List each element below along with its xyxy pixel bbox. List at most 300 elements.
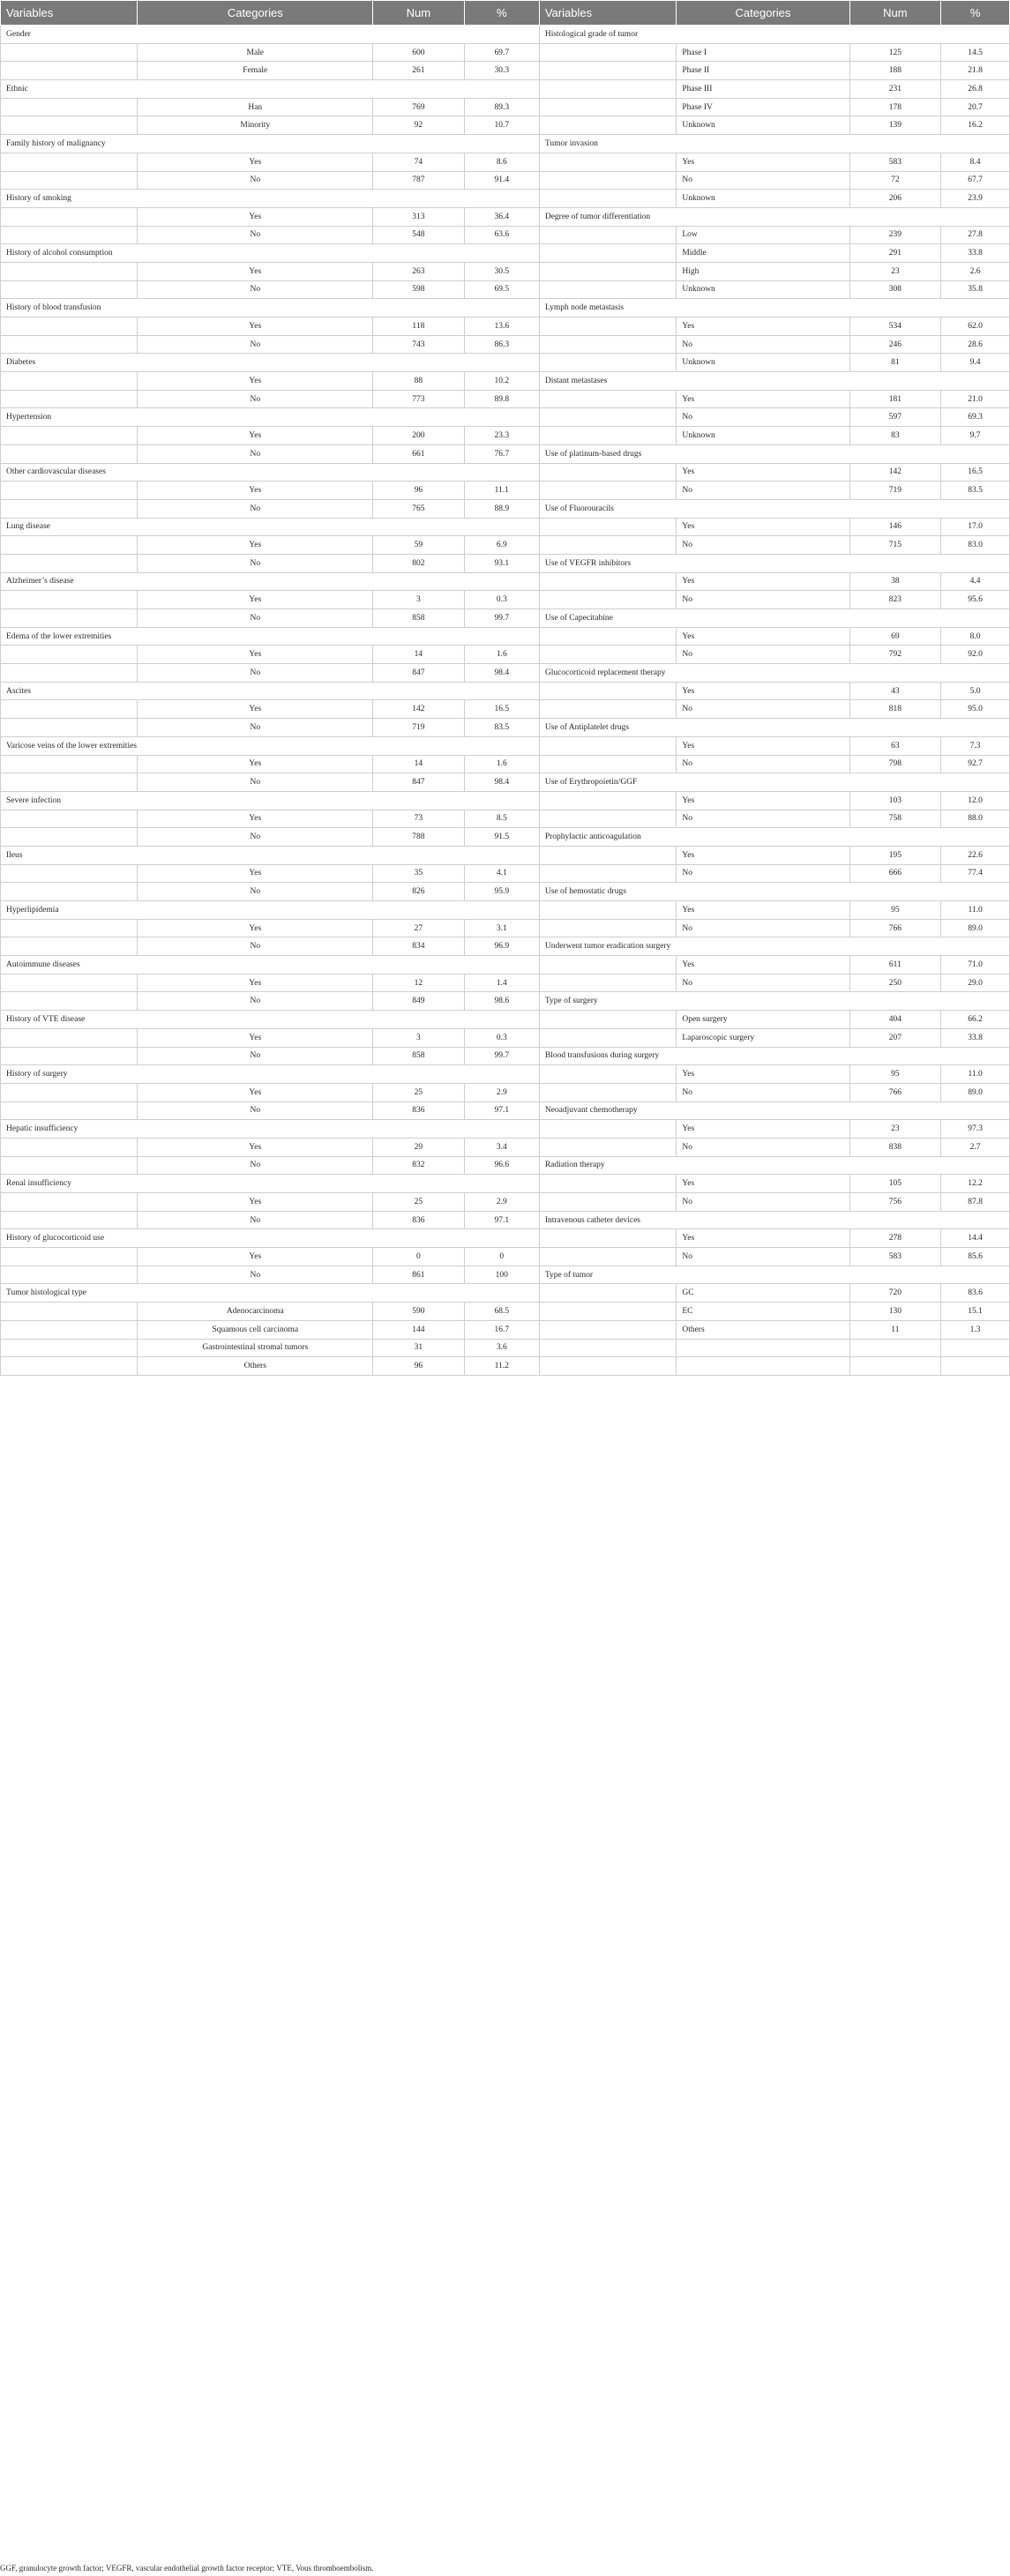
- pct-cell: 91.5: [464, 828, 539, 847]
- blank-cell: [539, 153, 676, 171]
- blank-cell: [1, 226, 138, 244]
- num-cell: 548: [373, 226, 465, 244]
- num-cell: 250: [849, 974, 941, 992]
- table-row: [1, 408, 1010, 427]
- pct-cell: 63.6: [464, 226, 539, 244]
- variable-label: Lymph node metastasis: [539, 299, 1009, 317]
- num-cell: 834: [373, 937, 465, 956]
- category-cell: Yes: [138, 864, 373, 883]
- num-cell: 861: [373, 1266, 465, 1284]
- blank-cell: [1, 390, 138, 408]
- pct-cell: 69.5: [464, 280, 539, 299]
- table-row: [1, 62, 1010, 80]
- blank-cell: [539, 1248, 676, 1266]
- blank-cell: [1, 335, 138, 354]
- blank-cell: [539, 864, 676, 883]
- empty-cell: [941, 1357, 1010, 1376]
- pct-cell: 99.7: [464, 609, 539, 628]
- category-cell: Yes: [138, 1028, 373, 1047]
- blank-cell: [539, 427, 676, 445]
- pct-cell: 92.0: [941, 646, 1010, 664]
- blank-cell: [539, 536, 676, 555]
- blank-cell: [1, 591, 138, 609]
- blank-cell: [539, 810, 676, 828]
- category-cell: No: [677, 1138, 849, 1156]
- table-footnote: GGF, granulocyte growth factor; VEGFR, vascular endothelial growth factor receptor; VTE, Vous thromboembolism.: [0, 2564, 374, 2572]
- num-cell: 773: [373, 390, 465, 408]
- num-cell: 96: [373, 1357, 465, 1376]
- num-cell: 200: [373, 427, 465, 445]
- blank-cell: [1, 98, 138, 116]
- table-row: [1, 244, 1010, 263]
- table-row: [1, 171, 1010, 190]
- category-cell: No: [138, 171, 373, 190]
- category-cell: No: [138, 664, 373, 683]
- blank-cell: [1, 1047, 138, 1065]
- empty-cell: [849, 1339, 941, 1357]
- blank-cell: [539, 956, 676, 974]
- category-cell: Unknown: [677, 427, 849, 445]
- variable-label: Histological grade of tumor: [539, 26, 1009, 44]
- num-cell: 823: [849, 591, 941, 609]
- table-row: [1, 135, 1010, 153]
- blank-cell: [539, 408, 676, 427]
- category-cell: Yes: [677, 463, 849, 482]
- num-cell: 838: [849, 1138, 941, 1156]
- num-cell: 590: [373, 1303, 465, 1321]
- blank-cell: [1, 974, 138, 992]
- table-row: [1, 700, 1010, 719]
- num-cell: 23: [849, 262, 941, 280]
- table-row: [1, 463, 1010, 482]
- table-row: [1, 372, 1010, 391]
- num-cell: 195: [849, 846, 941, 864]
- pct-cell: 95.6: [941, 591, 1010, 609]
- category-cell: Yes: [677, 956, 849, 974]
- num-cell: 836: [373, 1101, 465, 1120]
- table-row: [1, 80, 1010, 99]
- num-cell: 598: [373, 280, 465, 299]
- table-row: [1, 280, 1010, 299]
- table-row: [1, 207, 1010, 226]
- num-cell: 600: [373, 43, 465, 62]
- category-cell: No: [677, 646, 849, 664]
- pct-cell: 6.9: [464, 536, 539, 555]
- num-cell: 666: [849, 864, 941, 883]
- num-cell: 118: [373, 317, 465, 336]
- category-cell: Yes: [138, 591, 373, 609]
- num-cell: 92: [373, 116, 465, 135]
- num-cell: 14: [373, 646, 465, 664]
- category-cell: No: [677, 408, 849, 427]
- pct-cell: 2.9: [464, 1083, 539, 1101]
- variable-label: History of smoking: [1, 190, 540, 208]
- blank-cell: [539, 700, 676, 719]
- pct-cell: 89.8: [464, 390, 539, 408]
- variable-label: Hyperlipidemia: [1, 901, 540, 920]
- table-row: [1, 98, 1010, 116]
- table-row: [1, 664, 1010, 683]
- num-cell: 23: [849, 1120, 941, 1139]
- blank-cell: [1, 427, 138, 445]
- category-cell: Yes: [677, 1065, 849, 1084]
- table-row: [1, 116, 1010, 135]
- category-cell: Others: [677, 1320, 849, 1339]
- category-cell: No: [677, 536, 849, 555]
- num-cell: 207: [849, 1028, 941, 1047]
- table-row: [1, 992, 1010, 1011]
- pct-cell: 89.3: [464, 98, 539, 116]
- blank-cell: [1, 1156, 138, 1175]
- table-row: [1, 1303, 1010, 1321]
- pct-cell: 21.0: [941, 390, 1010, 408]
- pct-cell: 28.6: [941, 335, 1010, 354]
- category-cell: Unknown: [677, 190, 849, 208]
- pct-cell: 62.0: [941, 317, 1010, 336]
- table-row: [1, 883, 1010, 901]
- blank-cell: [1, 664, 138, 683]
- blank-cell: [539, 354, 676, 372]
- pct-cell: 95.0: [941, 700, 1010, 719]
- blank-cell: [539, 116, 676, 135]
- pct-cell: 8.5: [464, 810, 539, 828]
- num-cell: 142: [373, 700, 465, 719]
- table-row: [1, 536, 1010, 555]
- blank-cell: [539, 974, 676, 992]
- category-cell: Yes: [677, 390, 849, 408]
- empty-cell: [941, 1339, 1010, 1357]
- blank-cell: [539, 901, 676, 920]
- blank-cell: [1, 1303, 138, 1321]
- category-cell: No: [677, 1193, 849, 1212]
- pct-cell: 1.6: [464, 646, 539, 664]
- pct-cell: 11.2: [464, 1357, 539, 1376]
- blank-cell: [539, 1120, 676, 1139]
- variable-label: Lung disease: [1, 518, 540, 536]
- pct-cell: 36.4: [464, 207, 539, 226]
- pct-cell: 97.1: [464, 1211, 539, 1229]
- blank-cell: [539, 1138, 676, 1156]
- pct-cell: 97.1: [464, 1101, 539, 1120]
- table-row: [1, 919, 1010, 937]
- table-row: [1, 682, 1010, 700]
- blank-cell: [539, 1028, 676, 1047]
- num-cell: 832: [373, 1156, 465, 1175]
- pct-cell: 0: [464, 1248, 539, 1266]
- category-cell: Adenocarcinoma: [138, 1303, 373, 1321]
- num-cell: 661: [373, 444, 465, 463]
- header-variables-right: Variables: [539, 1, 676, 26]
- category-cell: Yes: [138, 974, 373, 992]
- table-row: [1, 1011, 1010, 1029]
- num-cell: 246: [849, 335, 941, 354]
- blank-cell: [539, 627, 676, 646]
- table-row: [1, 1357, 1010, 1376]
- pct-cell: 33.8: [941, 1028, 1010, 1047]
- num-cell: 239: [849, 226, 941, 244]
- num-cell: 125: [849, 43, 941, 62]
- blank-cell: [1, 883, 138, 901]
- pct-cell: 1.6: [464, 755, 539, 773]
- pct-cell: 20.7: [941, 98, 1010, 116]
- blank-cell: [539, 43, 676, 62]
- num-cell: 38: [849, 572, 941, 591]
- variable-label: Use of VEGFR inhibitors: [539, 554, 1009, 572]
- num-cell: 59: [373, 536, 465, 555]
- table-row: [1, 226, 1010, 244]
- table-row: [1, 499, 1010, 518]
- category-cell: Low: [677, 226, 849, 244]
- blank-cell: [539, 1083, 676, 1101]
- blank-cell: [1, 1083, 138, 1101]
- pct-cell: 88.0: [941, 810, 1010, 828]
- num-cell: 858: [373, 1047, 465, 1065]
- blank-cell: [1, 1138, 138, 1156]
- num-cell: 534: [849, 317, 941, 336]
- pct-cell: 29.0: [941, 974, 1010, 992]
- pct-cell: 10.2: [464, 372, 539, 391]
- variable-label: Use of Erythropoietin/GGF: [539, 773, 1009, 792]
- num-cell: 25: [373, 1083, 465, 1101]
- category-cell: Yes: [138, 372, 373, 391]
- table-row: [1, 719, 1010, 737]
- variable-label: Renal insufficiency: [1, 1175, 540, 1193]
- blank-cell: [1, 719, 138, 737]
- table-row: [1, 901, 1010, 920]
- num-cell: 788: [373, 828, 465, 847]
- variable-label: Type of tumor: [539, 1266, 1009, 1284]
- variable-label: Distant metastases: [539, 372, 1009, 391]
- blank-cell: [539, 317, 676, 336]
- category-cell: No: [138, 773, 373, 792]
- pct-cell: 8.6: [464, 153, 539, 171]
- blank-cell: [539, 390, 676, 408]
- pct-cell: 77.4: [941, 864, 1010, 883]
- variable-label: Gender: [1, 26, 540, 44]
- num-cell: 715: [849, 536, 941, 555]
- blank-cell: [539, 80, 676, 99]
- category-cell: High: [677, 262, 849, 280]
- num-cell: 583: [849, 1248, 941, 1266]
- num-cell: 719: [849, 482, 941, 500]
- pct-cell: 1.4: [464, 974, 539, 992]
- category-cell: No: [138, 335, 373, 354]
- variable-label: History of alcohol consumption: [1, 244, 540, 263]
- blank-cell: [1, 1248, 138, 1266]
- category-cell: Phase II: [677, 62, 849, 80]
- variable-label: Family history of malignancy: [1, 135, 540, 153]
- num-cell: 139: [849, 116, 941, 135]
- category-cell: Unknown: [677, 354, 849, 372]
- category-cell: Minority: [138, 116, 373, 135]
- pct-cell: 93.1: [464, 554, 539, 572]
- num-cell: 95: [849, 901, 941, 920]
- table-row: [1, 1120, 1010, 1139]
- num-cell: 404: [849, 1011, 941, 1029]
- header-num-right: Num: [849, 1, 941, 26]
- pct-cell: 95.9: [464, 883, 539, 901]
- num-cell: 74: [373, 153, 465, 171]
- table-row: [1, 482, 1010, 500]
- pct-cell: 9.4: [941, 354, 1010, 372]
- category-cell: Yes: [677, 736, 849, 755]
- pct-cell: 0.3: [464, 591, 539, 609]
- blank-cell: [1, 646, 138, 664]
- blank-cell: [539, 62, 676, 80]
- num-cell: 146: [849, 518, 941, 536]
- blank-cell: [1, 62, 138, 80]
- blank-cell: [539, 1229, 676, 1248]
- blank-cell: [1, 828, 138, 847]
- pct-cell: 12.0: [941, 791, 1010, 810]
- num-cell: 313: [373, 207, 465, 226]
- empty-cell: [539, 1339, 676, 1357]
- category-cell: No: [138, 1211, 373, 1229]
- variable-label: Tumor invasion: [539, 135, 1009, 153]
- pct-cell: 8.0: [941, 627, 1010, 646]
- table-row: [1, 354, 1010, 372]
- table-row: [1, 627, 1010, 646]
- pct-cell: 99.7: [464, 1047, 539, 1065]
- num-cell: 765: [373, 499, 465, 518]
- blank-cell: [539, 1193, 676, 1212]
- num-cell: 720: [849, 1284, 941, 1303]
- pct-cell: 30.3: [464, 62, 539, 80]
- table-row: [1, 1047, 1010, 1065]
- pct-cell: 83.5: [464, 719, 539, 737]
- category-cell: No: [138, 828, 373, 847]
- pct-cell: 2.7: [941, 1138, 1010, 1156]
- blank-cell: [539, 226, 676, 244]
- category-cell: Yes: [677, 1175, 849, 1193]
- blank-cell: [539, 244, 676, 263]
- num-cell: 96: [373, 482, 465, 500]
- variable-label: Severe infection: [1, 791, 540, 810]
- table-row: [1, 1028, 1010, 1047]
- category-cell: Yes: [677, 1120, 849, 1139]
- pct-cell: 3.6: [464, 1339, 539, 1357]
- category-cell: Gastrointestinal stromal tumors: [138, 1339, 373, 1357]
- pct-cell: 5.0: [941, 682, 1010, 700]
- num-cell: 792: [849, 646, 941, 664]
- num-cell: 72: [849, 171, 941, 190]
- blank-cell: [1, 482, 138, 500]
- num-cell: 308: [849, 280, 941, 299]
- variable-label: Degree of tumor differentiation: [539, 207, 1009, 226]
- pct-cell: 15.1: [941, 1303, 1010, 1321]
- category-cell: Yes: [677, 572, 849, 591]
- pct-cell: 10.7: [464, 116, 539, 135]
- pct-cell: 21.8: [941, 62, 1010, 80]
- blank-cell: [1, 317, 138, 336]
- variable-label: Ethnic: [1, 80, 540, 99]
- category-cell: Yes: [138, 536, 373, 555]
- category-cell: No: [138, 444, 373, 463]
- pct-cell: 69.7: [464, 43, 539, 62]
- header-categories-left: Categories: [138, 1, 373, 26]
- table-row: [1, 317, 1010, 336]
- variable-label: Varicose veins of the lower extremities: [1, 736, 540, 755]
- table-row: [1, 755, 1010, 773]
- num-cell: 12: [373, 974, 465, 992]
- num-cell: 278: [849, 1229, 941, 1248]
- num-cell: 766: [849, 919, 941, 937]
- num-cell: 758: [849, 810, 941, 828]
- category-cell: Squamous cell carcinoma: [138, 1320, 373, 1339]
- table-row: [1, 1284, 1010, 1303]
- blank-cell: [1, 153, 138, 171]
- num-cell: 81: [849, 354, 941, 372]
- variable-label: Ileus: [1, 846, 540, 864]
- num-cell: 27: [373, 919, 465, 937]
- table-row: [1, 1083, 1010, 1101]
- variable-label: History of surgery: [1, 1065, 540, 1084]
- num-cell: 144: [373, 1320, 465, 1339]
- pct-cell: 88.9: [464, 499, 539, 518]
- table-row: [1, 591, 1010, 609]
- table-row: [1, 335, 1010, 354]
- category-cell: Others: [138, 1357, 373, 1376]
- pct-cell: 9.7: [941, 427, 1010, 445]
- blank-cell: [1, 43, 138, 62]
- blank-cell: [1, 1101, 138, 1120]
- category-cell: Phase I: [677, 43, 849, 62]
- num-cell: 583: [849, 153, 941, 171]
- category-cell: No: [138, 883, 373, 901]
- num-cell: 188: [849, 62, 941, 80]
- pct-cell: 14.5: [941, 43, 1010, 62]
- table-row: [1, 26, 1010, 44]
- table-row: [1, 646, 1010, 664]
- header-pct-right: %: [941, 1, 1010, 26]
- category-cell: Yes: [138, 427, 373, 445]
- blank-cell: [1, 1320, 138, 1339]
- variable-label: History of blood transfusion: [1, 299, 540, 317]
- table-row: [1, 299, 1010, 317]
- pct-cell: 69.3: [941, 408, 1010, 427]
- variable-label: Use of Capecitabine: [539, 609, 1009, 628]
- category-cell: Yes: [677, 901, 849, 920]
- num-cell: 597: [849, 408, 941, 427]
- category-cell: Laparoscopic surgery: [677, 1028, 849, 1047]
- table-row: [1, 262, 1010, 280]
- num-cell: 261: [373, 62, 465, 80]
- pct-cell: 16.5: [464, 700, 539, 719]
- pct-cell: 98.4: [464, 664, 539, 683]
- variable-label: Edema of the lower extremities: [1, 627, 540, 646]
- category-cell: Yes: [677, 317, 849, 336]
- category-cell: No: [138, 1047, 373, 1065]
- category-cell: No: [677, 1248, 849, 1266]
- pct-cell: 68.5: [464, 1303, 539, 1321]
- blank-cell: [539, 591, 676, 609]
- table-row: [1, 1248, 1010, 1266]
- num-cell: 766: [849, 1083, 941, 1101]
- category-cell: Yes: [138, 700, 373, 719]
- num-cell: 787: [373, 171, 465, 190]
- blank-cell: [1, 536, 138, 555]
- num-cell: 847: [373, 773, 465, 792]
- blank-cell: [539, 1303, 676, 1321]
- pct-cell: 16.2: [941, 116, 1010, 135]
- category-cell: Yes: [677, 846, 849, 864]
- num-cell: 25: [373, 1193, 465, 1212]
- category-cell: No: [138, 719, 373, 737]
- pct-cell: 23.9: [941, 190, 1010, 208]
- blank-cell: [1, 280, 138, 299]
- category-cell: No: [677, 919, 849, 937]
- pct-cell: 30.5: [464, 262, 539, 280]
